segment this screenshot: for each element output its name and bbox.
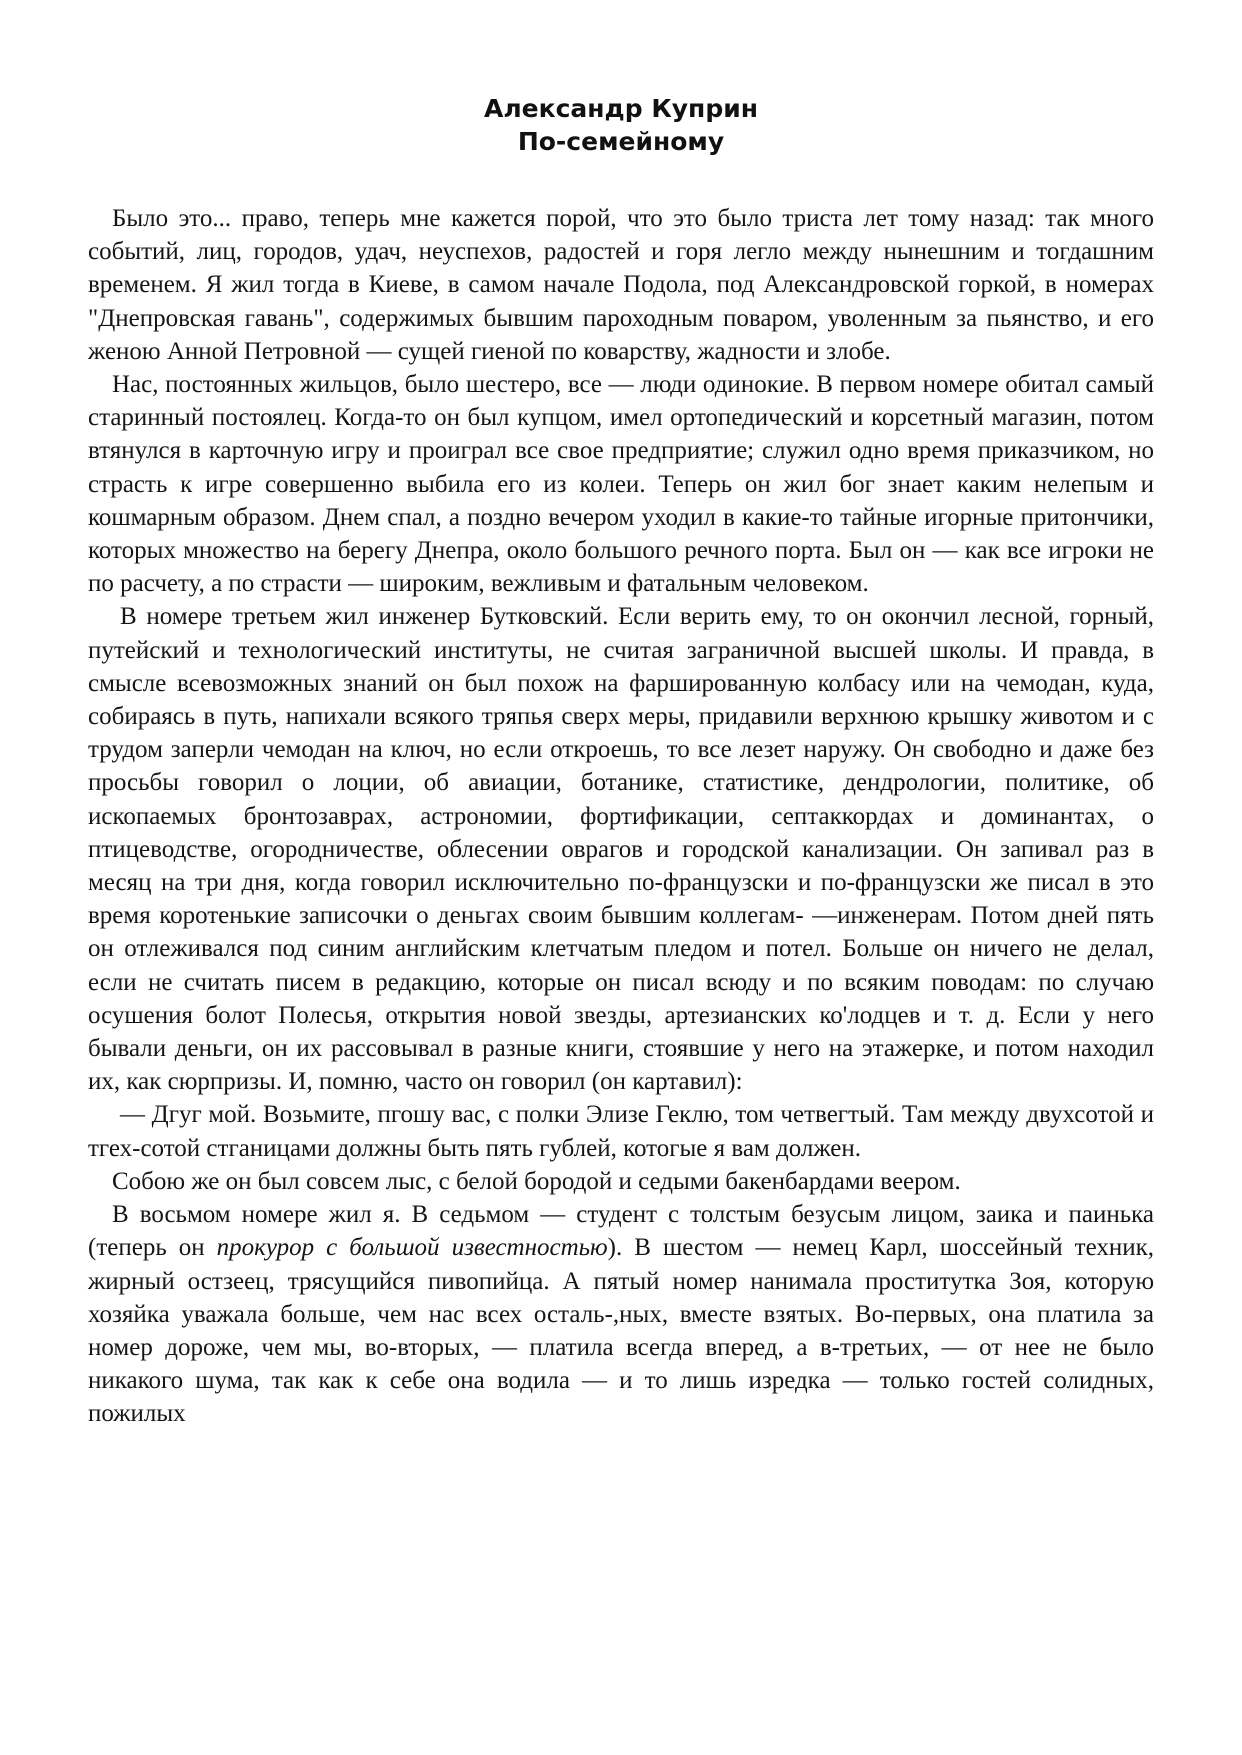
title-block — [0, 92, 1242, 158]
italic-phrase: прокурор с большой известностью — [216, 1234, 608, 1262]
story-title: По-семейному — [517, 127, 725, 156]
paragraph: — Дгуг мой. Возьмите, пгошу вас, с полки Элизе Геклю, том четвегтый. Там между двухсотой и тгех-сотой стганицами должны быть пять гублей, котогые я вам должен. — [88, 1101, 1154, 1162]
author-name: Александр Куприн — [483, 94, 759, 123]
paragraph: Нас, постоянных жильцов, было шестеро, все — люди одинокие. В первом номере обитал самый старинный постоялец. Когда-то он был купцом, имел ортопедический и корсетный магазин, потом втянулся в карточную игру и проиграл все свое предприятие; служил одно время приказчиком, но страсть к игре совершенно выбила его из колеи. Теперь он жил бог знает каким нелепым и кошмарным образом. Днем спал, а поздно вечером уходил в какие-то тайные игорные притончики, которых множество на берегу Днепра, около большого речного порта. Был он — как все игроки не по расчету, а по страсти — широким, вежливым и фатальным человеком. — [88, 371, 1154, 598]
body-text — [88, 202, 1154, 1431]
paragraph: В номере третьем жил инженер Бутковский. Если верить ему, то он окончил лесной, горный, путейский и технологический институты, не считая заграничной высшей школы. И правда, в смысле всевозможных знаний он был похож на фаршированную колбасу или на чемодан, куда, собираясь в путь, напихали всякого тряпья сверх меры, придавили верхнюю крышку животом и с трудом заперли чемодан на ключ, но если откроешь, то все лезет наружу. Он свободно и даже без просьбы говорил о лоции, об авиации, ботанике, статистике, дендрологии, политике, об ископаемых бронтозаврах, астрономии, фортификации, септаккордах и доминантах, о птицеводстве, огородничестве, облесении оврагов и городской канализации. Он запивал раз в месяц на три дня, когда говорил исключительно по-французски и по-французски же писал в это время коротенькие записочки о деньгах своим бывшим коллегам- —инженерам. Потом дней пять он отлеживался под синим английским клетчатым пледом и потел. Больше он ничего не делал, если не считать писем в редакцию, которые он писал всюду и по всяким поводам: по случаю осушения болот Полесья, открытия новой звезды, артезианских ко'лодцев и т. д. Если у него бывали деньги, он их рассовывал в разные книги, стоявшие у него на этажерке, и потом находил их, как сюрпризы. И, помню, часто он говорил (он картавил): — [88, 603, 1154, 1096]
paragraph: Собою же он был совсем лыс, с белой бородой и седыми бакенбардами веером. — [112, 1167, 961, 1195]
paragraph — [88, 1198, 1154, 1430]
paragraph-text: В восьмом номере жил я. В седьмом — студент с толстым безусым лицом, заика и паинька (теперь он — [88, 1201, 1154, 1262]
paragraph-text: ). В шестом — немец Карл, шоссейный техник, жирный остзеец, трясущийся пивопийца. А пятый номер нанимала проститутка Зоя, которую хозяйка уважала больше, чем нас всех осталь-,ных, вместе взятых. Во-первых, она платила за номер дороже, чем мы, во-вторых, — платила всегда вперед, а в-третьих, — от нее не было никакого шума, так как к себе она водила — и то лишь изредка — только гостей солидных, пожилых — [88, 1234, 1154, 1428]
paragraph: Было это... право, теперь мне кажется порой, что это было триста лет тому назад: так много событий, лиц, городов, удач, неуспехов, радостей и горя легло между нынешним и тогдашним временем. Я жил тогда в Киеве, в самом начале Подола, под Александровской горкой, в номерах "Днепровская гавань", содержимых бывшим пароходным поваром, уволенным за пьянство, и его женою Анной Петровной — сущей гиеной по коварству, жадности и злобе. — [88, 205, 1154, 365]
